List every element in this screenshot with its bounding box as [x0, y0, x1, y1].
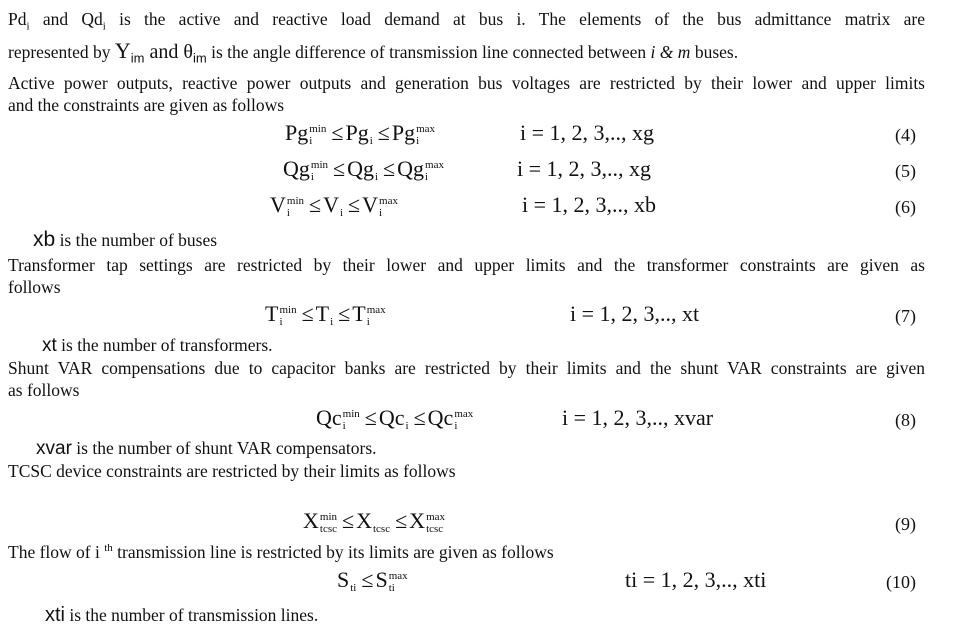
paragraph-shunt: Shunt VAR compensations due to capacitor banks are restricted by their limits and the shunt VAR constraints are given: [8, 358, 925, 378]
xb-definition: xb is the number of buses: [33, 228, 218, 251]
qd-symbol: and $Qd_i$: [29, 9, 106, 33]
equation-number-4: (4): [895, 125, 916, 145]
paragraph-constraints-follow: and the constraints are given as follows: [8, 95, 285, 115]
index-range-pg: i = 1, 2, 3,.., xg: [520, 120, 655, 145]
equation-qc: Qc min i ≤Qc i ≤Qc max i: [316, 405, 474, 432]
paragraph-admittance: represented by $Y_{im}$ and $\theta_{im}$ is the angle difference of transmission line connected between i & m buses.: [8, 38, 739, 66]
equation-number-6: (6): [895, 197, 916, 217]
equation-number-7: (7): [895, 306, 916, 326]
equation-s: S ti ≤S max ti: [337, 567, 408, 594]
xt-definition: xt is the number of transformers.: [42, 335, 273, 356]
index-range-qc: i = 1, 2, 3,.., xvar: [562, 405, 714, 430]
equation-qg: Qg min i ≤Qg i ≤Qg max i: [283, 156, 444, 183]
index-range-v: i = 1, 2, 3,.., xb: [522, 192, 657, 217]
equation-number-5: (5): [895, 161, 916, 181]
equation-number-9: (9): [895, 514, 916, 534]
paragraph-active-power: Active power outputs, reactive power outputs and generation bus voltages are restricted by their lower and upper limits: [8, 73, 925, 93]
equation-v: V min i ≤V i ≤V max i: [270, 192, 398, 219]
y-symbol: Y: [114, 38, 131, 63]
index-range-s: ti = 1, 2, 3,.., xti: [625, 567, 767, 592]
equation-number-8: (8): [895, 410, 916, 430]
paragraph-tcsc: TCSC device constraints are restricted by their limits as follows: [8, 461, 456, 481]
xti-definition: xti is the number of transmission lines.: [45, 604, 319, 626]
theta-symbol: θ: [183, 41, 193, 63]
xvar-definition: xvar is the number of shunt VAR compensators.: [36, 438, 377, 459]
paragraph-load-demand: $Pd_i$ and $Qd_i$ is the active and reactive load demand at bus i. The elements of the bus admittance matrix are: [8, 9, 926, 33]
paragraph-shunt-follows: as follows: [8, 380, 80, 400]
equation-t: T min i ≤T i ≤T max i: [265, 301, 386, 328]
equation-pg: Pg min i ≤Pg i ≤Pg max i: [285, 120, 436, 147]
paragraph-transformer-follows: follows: [8, 277, 61, 297]
pd-symbol: $Pd_i$: [8, 9, 30, 33]
index-range-t: i = 1, 2, 3,.., xt: [570, 301, 700, 326]
index-range-qg: i = 1, 2, 3,.., xg: [517, 156, 652, 181]
paragraph-transformer: Transformer tap settings are restricted by their lower and upper limits and the transformer constraints are given as: [8, 255, 925, 275]
equation-xtcsc: X min tcsc ≤X tcsc ≤X max tcsc: [303, 508, 446, 535]
equation-number-10: (10): [886, 572, 916, 592]
paragraph-flow: The flow of i $^{th}$ transmission line is restricted by its limits are given as follows: [8, 542, 554, 562]
